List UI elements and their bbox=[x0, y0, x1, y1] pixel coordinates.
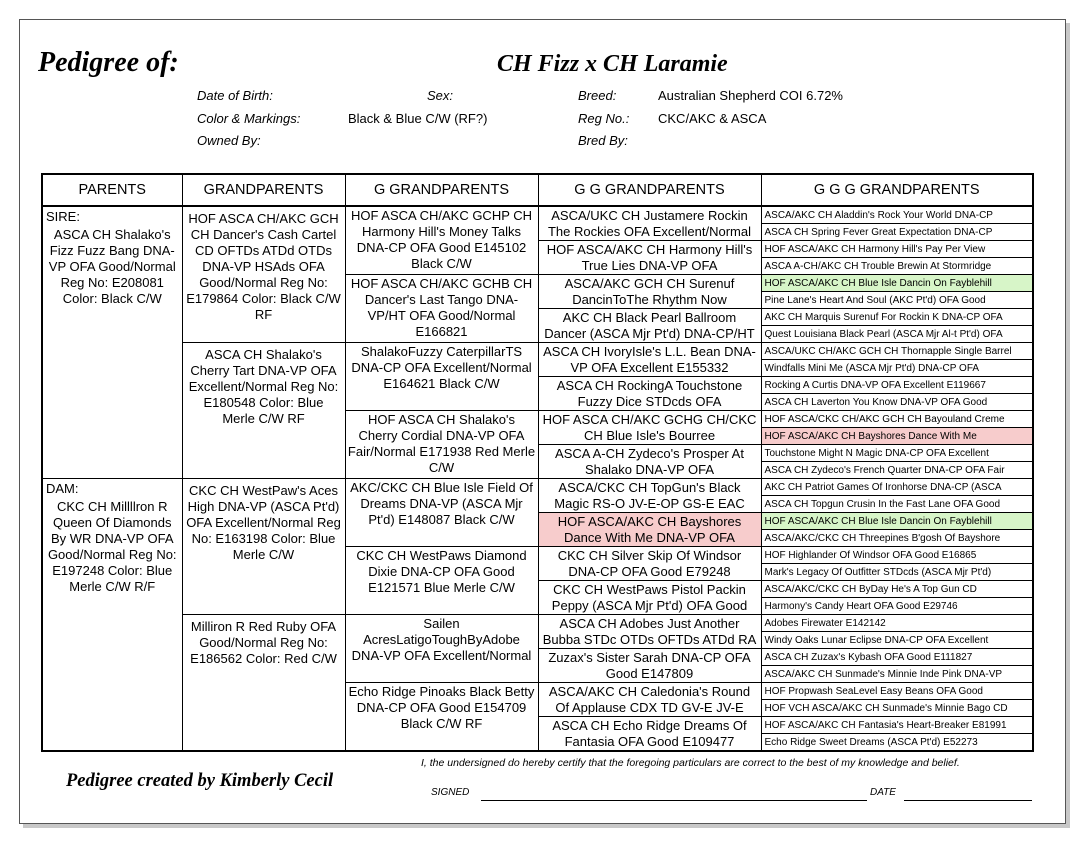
ggg-grandparent-cell: ASCA CH Zuzax's Kybash OFA Good E111827 bbox=[761, 649, 1033, 666]
great-grandparent-cell: HOF ASCA CH Shalako's Cherry Cordial DNA-VP OFA Fair/Normal E171938 Red Merle C/W bbox=[345, 411, 538, 479]
column-header: G G GRANDPARENTS bbox=[538, 174, 761, 206]
gg-grandparent-cell: Zuzax's Sister Sarah DNA-CP OFA Good E147809 bbox=[538, 649, 761, 683]
ggg-grandparent-cell: ASCA/AKC/CKC CH ByDay He's A Top Gun CD bbox=[761, 581, 1033, 598]
gg-grandparent-cell: ASCA CH Adobes Just Another Bubba STDc OTDs OFTDs ATDd RA bbox=[538, 615, 761, 649]
ggg-grandparent-cell: ASCA CH Topgun Crusin In the Fast Lane OFA Good bbox=[761, 496, 1033, 513]
pedigree-table bbox=[41, 173, 1034, 752]
gg-grandparent-cell: CKC CH Silver Skip Of Windsor DNA-CP OFA Good E79248 bbox=[538, 547, 761, 581]
gg-grandparent-cell: AKC CH Black Pearl Ballroom Dancer (ASCA Mjr Pt'd) DNA-CP/HT bbox=[538, 309, 761, 343]
column-header: G GRANDPARENTS bbox=[345, 174, 538, 206]
parent-text: ASCA CH Shalako's Fizz Fuzz Bang DNA-VP OFA Good/Normal Reg No: E208081 Color: Black C/W bbox=[48, 227, 176, 306]
color-label: Color & Markings: bbox=[197, 111, 301, 126]
great-grandparent-cell: Echo Ridge Pinoaks Black Betty DNA-CP OFA Good E154709 Black C/W RF bbox=[345, 683, 538, 752]
bred-label: Bred By: bbox=[578, 133, 628, 148]
reg-value: CKC/AKC & ASCA bbox=[658, 111, 767, 126]
grandparent-cell: HOF ASCA CH/AKC GCH CH Dancer's Cash Cartel CD OFTDs ATDd OTDs DNA-VP HSAds OFA Good/Normal Reg No: E179864 Color: Black C/W RF bbox=[182, 206, 345, 343]
ggg-grandparent-cell: ASCA CH Laverton You Know DNA-VP OFA Good bbox=[761, 394, 1033, 411]
ggg-grandparent-cell: Adobes Firewater E142142 bbox=[761, 615, 1033, 632]
ggg-grandparent-cell: HOF Highlander Of Windsor OFA Good E16865 bbox=[761, 547, 1033, 564]
date-label: DATE bbox=[870, 787, 896, 798]
signed-label: SIGNED bbox=[431, 787, 470, 798]
pedigree-label: Pedigree of: bbox=[38, 47, 179, 78]
header-row bbox=[42, 174, 1033, 206]
gg-grandparent-cell: ASCA A-CH Zydeco's Prosper At Shalako DNA-VP OFA bbox=[538, 445, 761, 479]
ggg-grandparent-cell: Harmony's Candy Heart OFA Good E29746 bbox=[761, 598, 1033, 615]
table-row bbox=[42, 479, 1033, 496]
signature-line[interactable] bbox=[481, 800, 867, 801]
ggg-grandparent-cell: ASCA/AKC CH Sunmade's Minnie Inde Pink DNA-VP bbox=[761, 666, 1033, 683]
ggg-grandparent-cell: Windy Oaks Lunar Eclipse DNA-CP OFA Excellent bbox=[761, 632, 1033, 649]
gg-grandparent-cell: ASCA/UKC CH Justamere Rockin The Rockies OFA Excellent/Normal bbox=[538, 206, 761, 241]
gg-grandparent-cell: HOF ASCA CH/AKC GCHG CH/CKC CH Blue Isle's Bourree bbox=[538, 411, 761, 445]
great-grandparent-cell: AKC/CKC CH Blue Isle Field Of Dreams DNA-VP (ASCA Mjr Pt'd) E148087 Black C/W bbox=[345, 479, 538, 547]
gg-grandparent-cell: HOF ASCA/AKC CH Bayshores Dance With Me DNA-VP OFA bbox=[538, 513, 761, 547]
sex-label: Sex: bbox=[427, 88, 454, 103]
ggg-grandparent-cell: Echo Ridge Sweet Dreams (ASCA Pt'd) E52273 bbox=[761, 734, 1033, 752]
ggg-grandparent-cell: HOF ASCA/AKC CH Blue Isle Dancin On Fayblehill bbox=[761, 275, 1033, 292]
certification-text: I, the undersigned do hereby certify that the foregoing particulars are correct to the best of my knowledge and belief. bbox=[421, 757, 960, 769]
ggg-grandparent-cell: HOF ASCA/CKC CH/AKC GCH CH Bayouland Creme bbox=[761, 411, 1033, 428]
great-grandparent-cell: HOF ASCA CH/AKC GCHB CH Dancer's Last Tango DNA-VP/HT OFA Good/Normal E166821 bbox=[345, 275, 538, 343]
reg-label: Reg No.: bbox=[578, 111, 630, 126]
ggg-grandparent-cell: ASCA A-CH/AKC CH Trouble Brewin At Stormridge bbox=[761, 258, 1033, 275]
gg-grandparent-cell: ASCA CH IvoryIsle's L.L. Bean DNA-VP OFA Excellent E155332 bbox=[538, 343, 761, 377]
column-header: G G G GRANDPARENTS bbox=[761, 174, 1033, 206]
breed-label: Breed: bbox=[578, 88, 617, 103]
great-grandparent-cell: HOF ASCA CH/AKC GCHP CH Harmony Hill's Money Talks DNA-CP OFA Good E145102 Black C/W bbox=[345, 206, 538, 275]
ggg-grandparent-cell: ASCA/AKC/CKC CH Threepines B'gosh Of Bayshore bbox=[761, 530, 1033, 547]
ggg-grandparent-cell: HOF ASCA/AKC CH Harmony Hill's Pay Per View bbox=[761, 241, 1033, 258]
ggg-grandparent-cell: ASCA CH Zydeco's French Quarter DNA-CP OFA Fair bbox=[761, 462, 1033, 479]
great-grandparent-cell: ShalakoFuzzy CaterpillarTS DNA-CP OFA Excellent/Normal E164621 Black C/W bbox=[345, 343, 538, 411]
gg-grandparent-cell: CKC CH WestPaws Pistol Packin Peppy (ASCA Mjr Pt'd) OFA Good bbox=[538, 581, 761, 615]
ggg-grandparent-cell: Mark's Legacy Of Outfitter STDcds (ASCA Mjr Pt'd) bbox=[761, 564, 1033, 581]
ggg-grandparent-cell: Pine Lane's Heart And Soul (AKC Pt'd) OFA Good bbox=[761, 292, 1033, 309]
ggg-grandparent-cell: AKC CH Marquis Surenuf For Rockin K DNA-CP OFA bbox=[761, 309, 1033, 326]
ggg-grandparent-cell: Rocking A Curtis DNA-VP OFA Excellent E119667 bbox=[761, 377, 1033, 394]
gg-grandparent-cell: ASCA/AKC CH Caledonia's Round Of Applause CDX TD GV-E JV-E bbox=[538, 683, 761, 717]
parent-side-label: SIRE: bbox=[46, 209, 80, 224]
gg-grandparent-cell: HOF ASCA/AKC CH Harmony Hill's True Lies DNA-VP OFA bbox=[538, 241, 761, 275]
table-row bbox=[42, 343, 1033, 360]
column-header: GRANDPARENTS bbox=[182, 174, 345, 206]
table-row bbox=[42, 615, 1033, 632]
great-grandparent-cell: Sailen AcresLatigoToughByAdobe DNA-VP OFA Excellent/Normal bbox=[345, 615, 538, 683]
gg-grandparent-cell: ASCA/AKC GCH CH Surenuf DancinToThe Rhythm Now bbox=[538, 275, 761, 309]
ggg-grandparent-cell: HOF ASCA/AKC CH Bayshores Dance With Me bbox=[761, 428, 1033, 445]
ggg-grandparent-cell: Touchstone Might N Magic DNA-CP OFA Excellent bbox=[761, 445, 1033, 462]
grandparent-cell: ASCA CH Shalako's Cherry Tart DNA-VP OFA Excellent/Normal Reg No: E180548 Color: Blue Merle C/W RF bbox=[182, 343, 345, 479]
ggg-grandparent-cell: HOF VCH ASCA/AKC CH Sunmade's Minnie Bago CD bbox=[761, 700, 1033, 717]
grandparent-cell: CKC CH WestPaw's Aces High DNA-VP (ASCA Pt'd) OFA Excellent/Normal Reg No: E163198 Color: Blue Merle C/W bbox=[182, 479, 345, 615]
parent-cell bbox=[42, 479, 182, 752]
dog-name: CH Fizz x CH Laramie bbox=[497, 51, 728, 77]
ggg-grandparent-cell: HOF Propwash SeaLevel Easy Beans OFA Good bbox=[761, 683, 1033, 700]
date-line[interactable] bbox=[904, 800, 1032, 801]
ggg-grandparent-cell: ASCA CH Spring Fever Great Expectation DNA-CP bbox=[761, 224, 1033, 241]
color-value: Black & Blue C/W (RF?) bbox=[348, 111, 488, 126]
grandparent-cell: Milliron R Red Ruby OFA Good/Normal Reg No: E186562 Color: Red C/W bbox=[182, 615, 345, 752]
gg-grandparent-cell: ASCA CH Echo Ridge Dreams Of Fantasia OFA Good E109477 bbox=[538, 717, 761, 752]
dob-label: Date of Birth: bbox=[197, 88, 273, 103]
parent-side-label: DAM: bbox=[46, 481, 79, 496]
owned-label: Owned By: bbox=[197, 133, 261, 148]
ggg-grandparent-cell: HOF ASCA/AKC CH Fantasia's Heart-Breaker E81991 bbox=[761, 717, 1033, 734]
ggg-grandparent-cell: Quest Louisiana Black Pearl (ASCA Mjr Al-t Pt'd) OFA bbox=[761, 326, 1033, 343]
great-grandparent-cell: CKC CH WestPaws Diamond Dixie DNA-CP OFA Good E121571 Blue Merle C/W bbox=[345, 547, 538, 615]
parent-text: CKC CH Millllron R Queen Of Diamonds By WR DNA-VP OFA Good/Normal Reg No: E197248 Color: Blue Merle C/W R/F bbox=[47, 499, 177, 594]
ggg-grandparent-cell: ASCA/AKC CH Aladdin's Rock Your World DNA-CP bbox=[761, 206, 1033, 224]
gg-grandparent-cell: ASCA CH RockingA Touchstone Fuzzy Dice STDcds OFA bbox=[538, 377, 761, 411]
ggg-grandparent-cell: HOF ASCA/AKC CH Blue Isle Dancin On Fayblehill bbox=[761, 513, 1033, 530]
created-by: Pedigree created by Kimberly Cecil bbox=[66, 771, 334, 791]
table-row bbox=[42, 206, 1033, 224]
parent-cell bbox=[42, 206, 182, 479]
ggg-grandparent-cell: AKC CH Patriot Games Of Ironhorse DNA-CP (ASCA bbox=[761, 479, 1033, 496]
ggg-grandparent-cell: Windfalls Mini Me (ASCA Mjr Pt'd) DNA-CP OFA bbox=[761, 360, 1033, 377]
column-header: PARENTS bbox=[42, 174, 182, 206]
gg-grandparent-cell: ASCA/CKC CH TopGun's Black Magic RS-O JV-E-OP GS-E EAC bbox=[538, 479, 761, 513]
breed-value: Australian Shepherd COI 6.72% bbox=[658, 88, 843, 103]
ggg-grandparent-cell: ASCA/UKC CH/AKC GCH CH Thornapple Single Barrel bbox=[761, 343, 1033, 360]
